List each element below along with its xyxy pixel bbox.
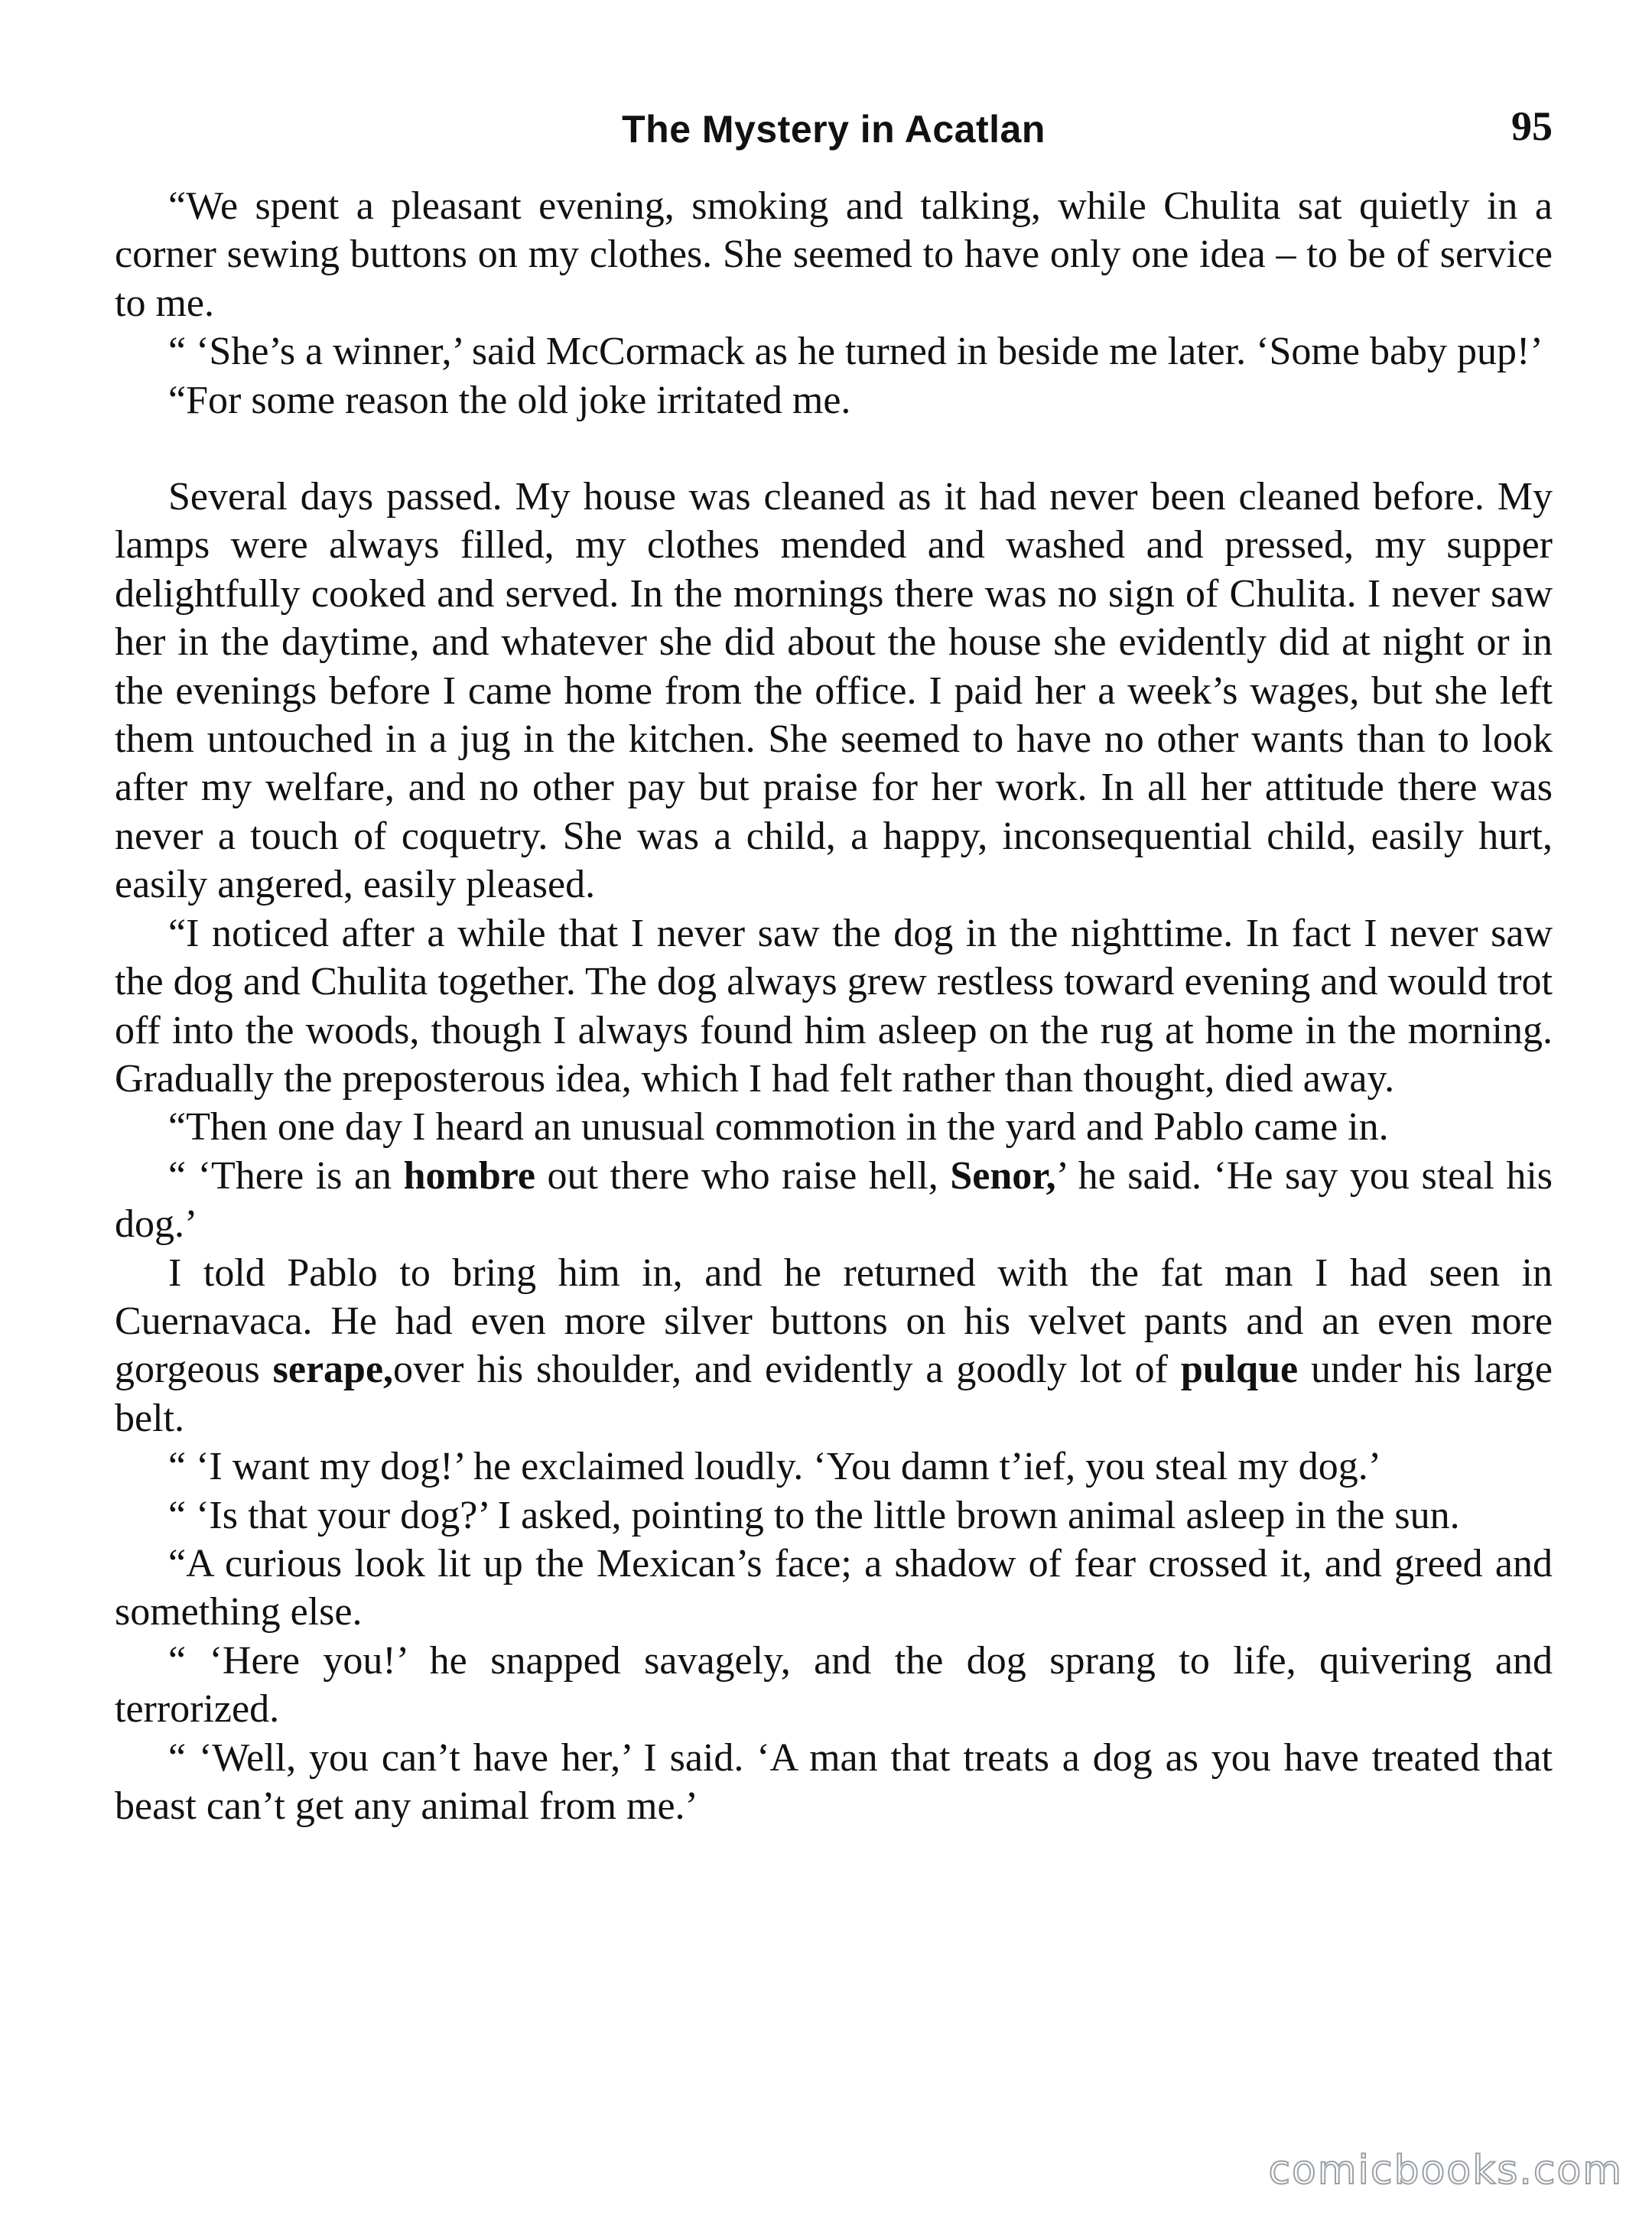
- book-page: [115, 103, 1553, 1830]
- paragraph: [115, 327, 1553, 376]
- text-run: “ ‘Is that your dog?’ I asked, pointing to the little brown animal asleep in the sun.: [168, 1493, 1460, 1537]
- paragraph: [115, 473, 1553, 909]
- text-run: “ ‘There is an: [168, 1153, 404, 1198]
- text-run: out there who raise hell,: [535, 1153, 951, 1198]
- body-text: [115, 182, 1553, 1830]
- text-run: “ ‘She’s a winner,’ said McCormack as he turned in beside me later. ‘Some baby pup!’: [168, 330, 1543, 374]
- paragraph: [115, 1734, 1553, 1831]
- paragraph: [115, 376, 1553, 424]
- page-number: 95: [1511, 103, 1553, 149]
- paragraph: [115, 182, 1553, 327]
- text-run: Several days passed. My house was cleaned as it had never been cleaned before. My lamps were always filled, my clothes mended and washed and pressed, my supper delightfully cooked and served. In the mornings there was no sign of Chulita. I never saw her in the daytime, and whatever she did about the house she evidently did at night or in the evenings before I came home from the office. I paid her a week’s wages, but she left them untouched in a jug in the kitchen. She seemed to have no other wants than to look after my welfare, and no other pay but praise for her work. In all her attitude there was never a touch of coquetry. She was a child, a happy, inconsequential child, easily hurt, easily angered, easily pleased.: [115, 475, 1553, 907]
- text-run: ’ he said. ‘He say you steal his dog.’: [115, 1153, 1553, 1247]
- paragraph: [115, 1637, 1553, 1734]
- emphasized-word: Senor,: [950, 1153, 1056, 1198]
- page-header: [115, 103, 1553, 168]
- paragraph: [115, 1249, 1553, 1443]
- text-run: “ ‘Here you!’ he snapped savagely, and the dog sprang to life, quivering and terrorized.: [115, 1638, 1553, 1732]
- paragraph: [115, 1491, 1553, 1540]
- text-run: “We spent a pleasant evening, smoking and talking, while Chulita sat quietly in a corner sewing buttons on my clothes. She seemed to have only one idea – to be of service to me.: [115, 184, 1553, 325]
- text-run: “Then one day I heard an unusual commotion in the yard and Pablo came in.: [168, 1105, 1389, 1150]
- text-run: “I noticed after a while that I never saw the dog in the nighttime. In fact I never saw the dog and Chulita together. The dog always grew restless toward evening and would trot off into the woods, though I always found him asleep on the rug at home in the morning. Gradually the preposterous idea, which I had felt rather than thought, died away.: [115, 911, 1553, 1101]
- text-run: over his shoulder, and evidently a goodly lot of: [393, 1348, 1181, 1392]
- text-run: “ ‘Well, you can’t have her,’ I said. ‘A man that treats a dog as you have treated that beast can’t get any animal from me.’: [115, 1735, 1553, 1828]
- text-run: “For some reason the old joke irritated me.: [168, 378, 851, 422]
- paragraph: [115, 1152, 1553, 1249]
- paragraph: [115, 1103, 1553, 1151]
- paragraph: [115, 909, 1553, 1104]
- text-run: “ ‘I want my dog!’ he exclaimed loudly. ‘You damn t’ief, you steal my dog.’: [168, 1445, 1382, 1489]
- emphasized-word: pulque: [1180, 1348, 1299, 1392]
- emphasized-word: hombre: [403, 1153, 535, 1198]
- text-run: under his large belt.: [115, 1348, 1553, 1440]
- running-title: The Mystery in Acatlan: [622, 108, 1046, 151]
- paragraph: [115, 1540, 1553, 1637]
- paragraph: [115, 1442, 1553, 1491]
- emphasized-word: serape,: [272, 1348, 394, 1392]
- text-run: “A curious look lit up the Mexican’s face; a shadow of fear crossed it, and greed and something else.: [115, 1541, 1553, 1634]
- text-run: I told Pablo to bring him in, and he returned with the fat man I had seen in Cuernavaca. He had even more silver buttons on his velvet pants and an even more gorgeous: [115, 1250, 1553, 1392]
- watermark: comicbooks.com: [1268, 2148, 1623, 2194]
